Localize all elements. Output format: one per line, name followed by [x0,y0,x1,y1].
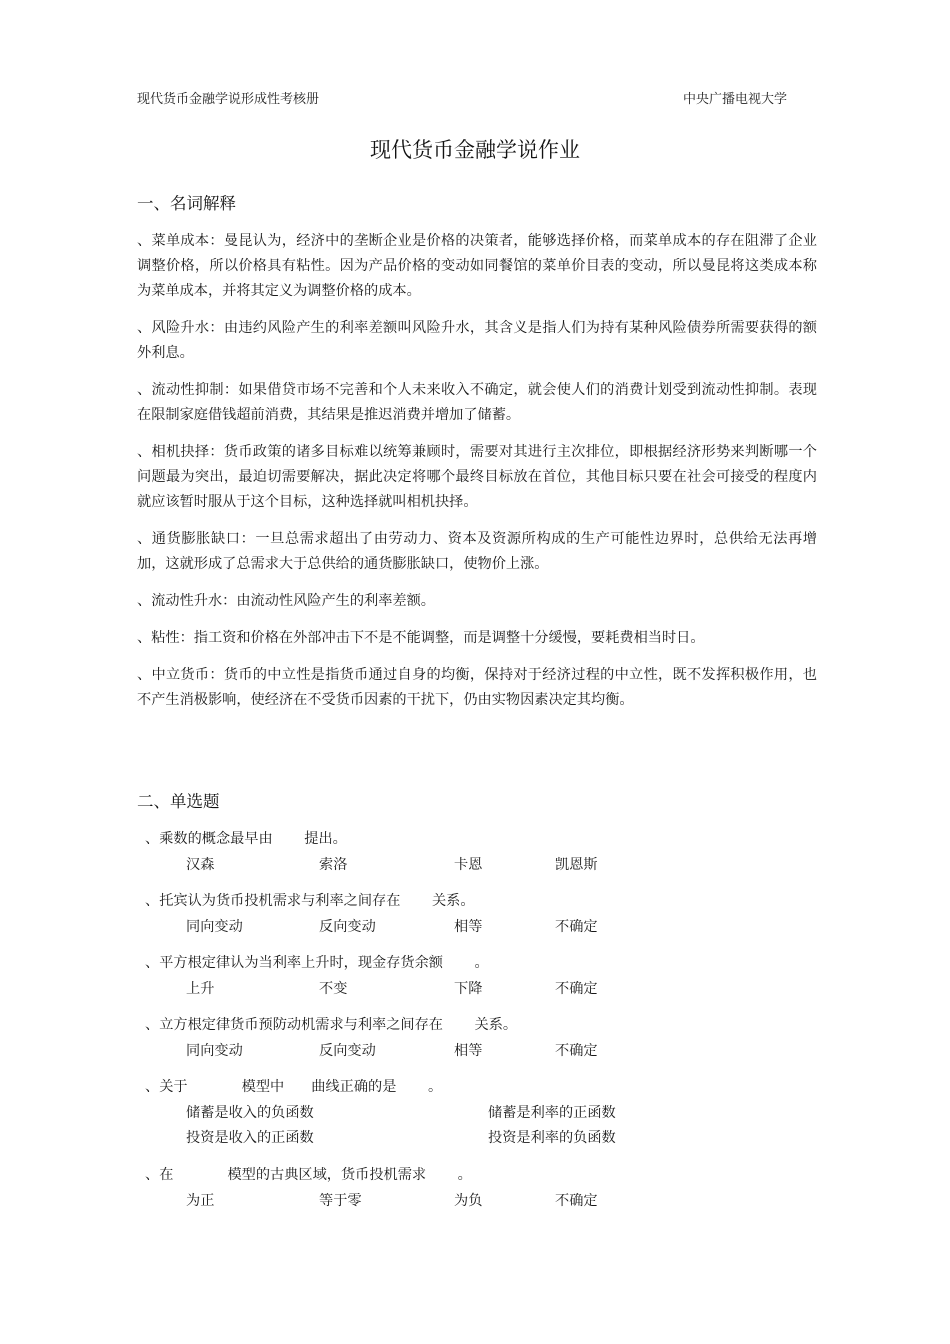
option-c: 相等 [454,1043,483,1059]
option-a: 储蓄是收入的负函数 [186,1105,314,1121]
option-b: 储蓄是利率的正函数 [488,1105,616,1121]
question-stem: 、平方根定律认为当利率上升时，现金存货余额 。 [145,955,489,971]
question-stem: 、在 模型的古典区域，货币投机需求 。 [145,1167,472,1183]
option-a: 上升 [186,981,215,997]
definition-paragraph: 、中立货币：货币的中立性是指货币通过自身的均衡，保持对于经济过程的中立性，既不发挥积极作用，也不产生消极影响，使经济在不受货币因素的干扰下，仍由实物因素决定其均衡。 [137,667,817,708]
header-left: 现代货币金融学说形成性考核册 [137,92,320,107]
option-d: 投资是利率的负函数 [488,1130,616,1146]
option-a: 汉森 [186,857,215,873]
option-c: 投资是收入的正函数 [186,1130,314,1146]
definition-paragraph: 、流动性升水：由流动性风险产生的利率差额。 [137,593,435,609]
option-b: 索洛 [319,857,348,873]
option-d: 不确定 [555,1043,598,1059]
option-c: 下降 [454,981,483,997]
option-c: 为负 [454,1193,483,1209]
definition-paragraph: 、粘性：指工资和价格在外部冲击下不是不能调整，而是调整十分缓慢，要耗费相当时日。 [137,630,705,646]
option-c: 卡恩 [454,857,483,873]
option-b: 等于零 [319,1193,362,1209]
definition-paragraph: 、菜单成本：曼昆认为，经济中的垄断企业是价格的决策者，能够选择价格，而菜单成本的存在阻滞了企业调整价格，所以价格具有粘性。因为产品价格的变动如同餐馆的菜单价目表的变动，所以曼昆将这类成本称为菜单成本，并将其定义为调整价格的成本。 [137,233,817,299]
option-d: 不确定 [555,1193,598,1209]
option-d: 不确定 [555,981,598,997]
question-stem: 、托宾认为货币投机需求与利率之间存在 关系。 [145,893,475,909]
option-d: 不确定 [555,919,598,935]
header-right: 中央广播电视大学 [683,92,788,107]
option-c: 相等 [454,919,483,935]
definition-paragraph: 、相机抉择：货币政策的诸多目标难以统筹兼顾时，需要对其进行主次排位，即根据经济形势来判断哪一个问题最为突出，最迫切需要解决，据此决定将哪个最终目标放在首位，其他目标只要在社会可接受的程度内就应该暂时服从于这个目标，这种选择就叫相机抉择。 [137,444,817,510]
page-title: 现代货币金融学说作业 [370,138,580,162]
option-b: 反向变动 [319,919,376,935]
section-heading-definitions: 一、名词解释 [137,194,236,213]
definition-paragraph: 、通货膨胀缺口：一旦总需求超出了由劳动力、资本及资源所构成的生产可能性边界时，总供给无法再增加，这就形成了总需求大于总供给的通货膨胀缺口，使物价上涨。 [137,531,817,572]
option-b: 反向变动 [319,1043,376,1059]
option-b: 不变 [319,981,348,997]
question-stem: 、立方根定律货币预防动机需求与利率之间存在 关系。 [145,1017,518,1033]
option-d: 凯恩斯 [555,857,598,873]
question-stem: 、关于 模型中 曲线正确的是 。 [145,1079,443,1095]
question-stem: 、乘数的概念最早由 提出。 [145,831,347,847]
section-heading-single-choice: 二、单选题 [137,792,220,811]
option-a: 同向变动 [186,919,243,935]
option-a: 为正 [186,1193,215,1209]
definition-paragraph: 、风险升水：由违约风险产生的利率差额叫风险升水，其含义是指人们为持有某种风险债券所需要获得的额外利息。 [137,320,817,361]
option-a: 同向变动 [186,1043,243,1059]
definition-paragraph: 、流动性抑制：如果借贷市场不完善和个人未来收入不确定，就会使人们的消费计划受到流动性抑制。表现在限制家庭借钱超前消费，其结果是推迟消费并增加了储蓄。 [137,382,817,423]
